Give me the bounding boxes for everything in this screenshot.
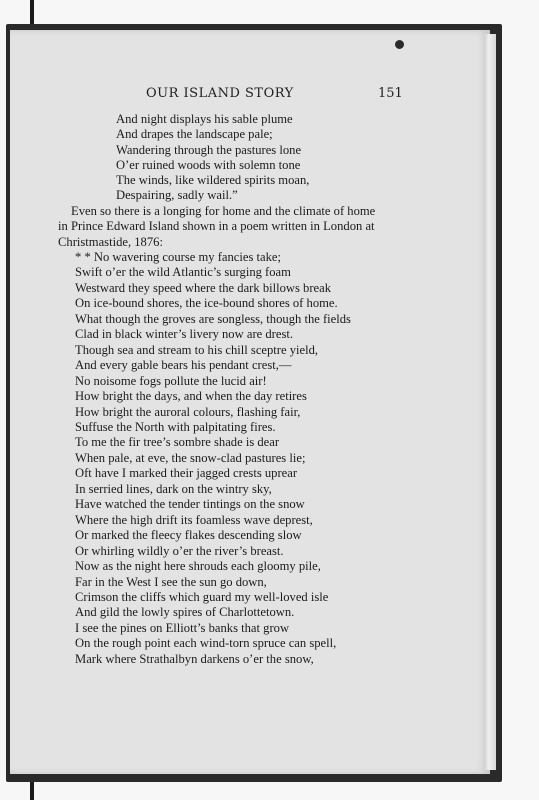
poem-line: Despairing, sadly wail.” (116, 188, 238, 203)
poem-line: Suffuse the North with palpitating fires. (75, 419, 276, 434)
poem-line: Or whirling wildly o’er the river’s breast. (75, 543, 284, 558)
poem-line: On the rough point each wind-torn spruce can spell, (75, 636, 337, 651)
poem-line: I see the pines on Elliott’s banks that grow (75, 620, 290, 635)
prose-line: in Prince Edward Island shown in a poem written in London at (58, 219, 375, 234)
poem-line: O’er ruined woods with solemn tone (116, 157, 301, 172)
poem-line: When pale, at eve, the snow-clad pastures lie; (75, 450, 306, 465)
poem-stanza-one (116, 112, 309, 204)
prose-paragraph (58, 204, 375, 250)
running-head: OUR ISLAND STORY (146, 86, 294, 101)
poem-line: And gild the lowly spires of Charlottetown. (75, 605, 295, 620)
poem-line: Oft have I marked their jagged crests uprear (75, 466, 298, 481)
page-edge-shadow (484, 34, 496, 770)
poem-line: The winds, like wildered spirits moan, (116, 173, 310, 188)
poem-line: On ice-bound shores, the ice-bound shores of home. (75, 296, 338, 311)
poem-line: Crimson the cliffs which guard my well-loved isle (75, 589, 329, 604)
poem-line: Swift o’er the wild Atlantic’s surging foam (75, 265, 291, 280)
poem-line: Clad in black winter’s livery now are drest. (75, 327, 293, 342)
poem-line: Mark where Strathalbyn darkens o’er the snow, (75, 651, 314, 666)
poem-line: How bright the auroral colours, flashing fair, (75, 404, 301, 419)
poem-line: Or marked the fleecy flakes descending slow (75, 528, 302, 543)
prose-line: Christmastide, 1876: (58, 234, 163, 249)
poem-line: Now as the night here shrouds each gloomy pile, (75, 559, 321, 574)
poem-line: * * No wavering course my fancies take; (75, 250, 281, 264)
poem-line: No noisome fogs pollute the lucid air! (75, 373, 267, 388)
poem-stanza-two (75, 250, 351, 667)
poem-line: And drapes the landscape pale; (116, 127, 273, 142)
poem-line: Wandering through the pastures lone (116, 142, 302, 157)
binding-hole-mark (395, 40, 404, 49)
poem-line: Where the high drift its foamless wave deprest, (75, 512, 313, 527)
poem-line: Westward they speed where the dark billows break (75, 280, 332, 295)
poem-line: To me the fir tree’s sombre shade is dear (75, 435, 280, 450)
poem-line: And every gable bears his pendant crest,— (75, 358, 292, 373)
poem-line: Far in the West I see the sun go down, (75, 574, 267, 589)
poem-line: Have watched the tender tintings on the snow (75, 497, 305, 512)
poem-line: Though sea and stream to his chill sceptre yield, (75, 342, 319, 357)
prose-line: Even so there is a longing for home and the climate of home (71, 204, 376, 218)
poem-line: In serried lines, dark on the wintry sky, (75, 481, 272, 496)
poem-line: And night displays his sable plume (116, 112, 293, 126)
poem-line: How bright the days, and when the day retires (75, 389, 307, 404)
poem-line: What though the groves are songless, though the fields (75, 311, 351, 326)
page-number: 151 (378, 86, 403, 101)
